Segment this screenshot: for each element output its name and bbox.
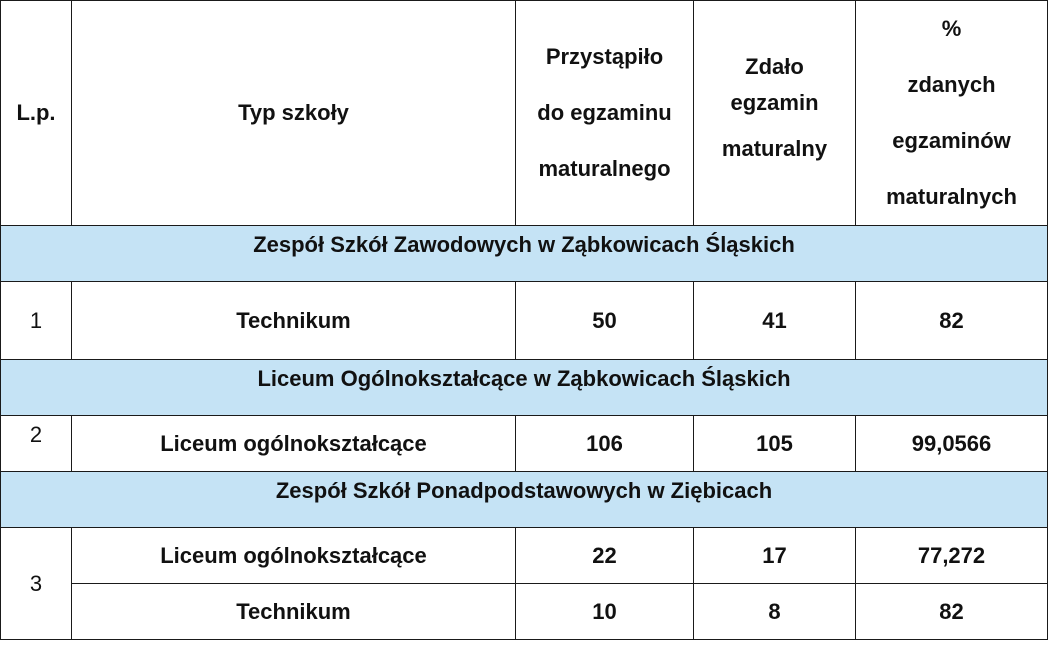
row-przystapilo: 22 bbox=[516, 528, 694, 584]
row-type: Technikum bbox=[72, 584, 516, 640]
section-row bbox=[1, 226, 1048, 282]
header-pct bbox=[856, 1, 1048, 226]
header-przystapilo-line-3: maturalnego bbox=[538, 156, 671, 181]
row-type: Technikum bbox=[72, 282, 516, 360]
row-pct: 82 bbox=[856, 584, 1048, 640]
row-lp: 1 bbox=[1, 282, 72, 360]
section-row bbox=[1, 472, 1048, 528]
header-lp: L.p. bbox=[1, 1, 72, 226]
table-row bbox=[1, 584, 1048, 640]
header-zdalo-line-3: maturalny bbox=[721, 136, 828, 161]
row-przystapilo: 10 bbox=[516, 584, 694, 640]
header-pct-line-2: zdanych bbox=[907, 72, 996, 97]
header-przystapilo-line-2: do egzaminu bbox=[537, 100, 672, 125]
header-zdalo-line-1: Zdało bbox=[745, 54, 804, 79]
section-title: Liceum Ogólnokształcące w Ząbkowicach Śląskich bbox=[1, 360, 1048, 416]
header-zdalo-line-2: egzamin bbox=[730, 90, 819, 115]
section-row bbox=[1, 360, 1048, 416]
table-row bbox=[1, 528, 1048, 584]
table-row bbox=[1, 416, 1048, 472]
row-lp: 2 bbox=[1, 416, 72, 472]
row-przystapilo: 50 bbox=[516, 282, 694, 360]
row-zdalo: 41 bbox=[694, 282, 856, 360]
row-pct: 99,0566 bbox=[856, 416, 1048, 472]
header-przystapilo bbox=[516, 1, 694, 226]
header-przystapilo-line-1: Przystąpiło bbox=[545, 44, 664, 69]
row-type: Liceum ogólnokształcące bbox=[72, 528, 516, 584]
header-row bbox=[1, 1, 1048, 226]
row-type: Liceum ogólnokształcące bbox=[72, 416, 516, 472]
header-pct-line-3: egzaminów bbox=[892, 128, 1011, 153]
row-zdalo: 105 bbox=[694, 416, 856, 472]
row-pct: 77,272 bbox=[856, 528, 1048, 584]
section-title: Zespół Szkół Zawodowych w Ząbkowicach Śląskich bbox=[1, 226, 1048, 282]
row-przystapilo: 106 bbox=[516, 416, 694, 472]
row-zdalo: 8 bbox=[694, 584, 856, 640]
row-zdalo: 17 bbox=[694, 528, 856, 584]
header-type: Typ szkoły bbox=[72, 1, 516, 226]
row-pct: 82 bbox=[856, 282, 1048, 360]
header-zdalo bbox=[694, 1, 856, 226]
header-pct-line-4: maturalnych bbox=[886, 184, 1017, 209]
section-title: Zespół Szkół Ponadpodstawowych w Ziębicach bbox=[1, 472, 1048, 528]
row-lp: 3 bbox=[1, 528, 72, 640]
table-row bbox=[1, 282, 1048, 360]
header-pct-line-1: % bbox=[941, 16, 962, 41]
